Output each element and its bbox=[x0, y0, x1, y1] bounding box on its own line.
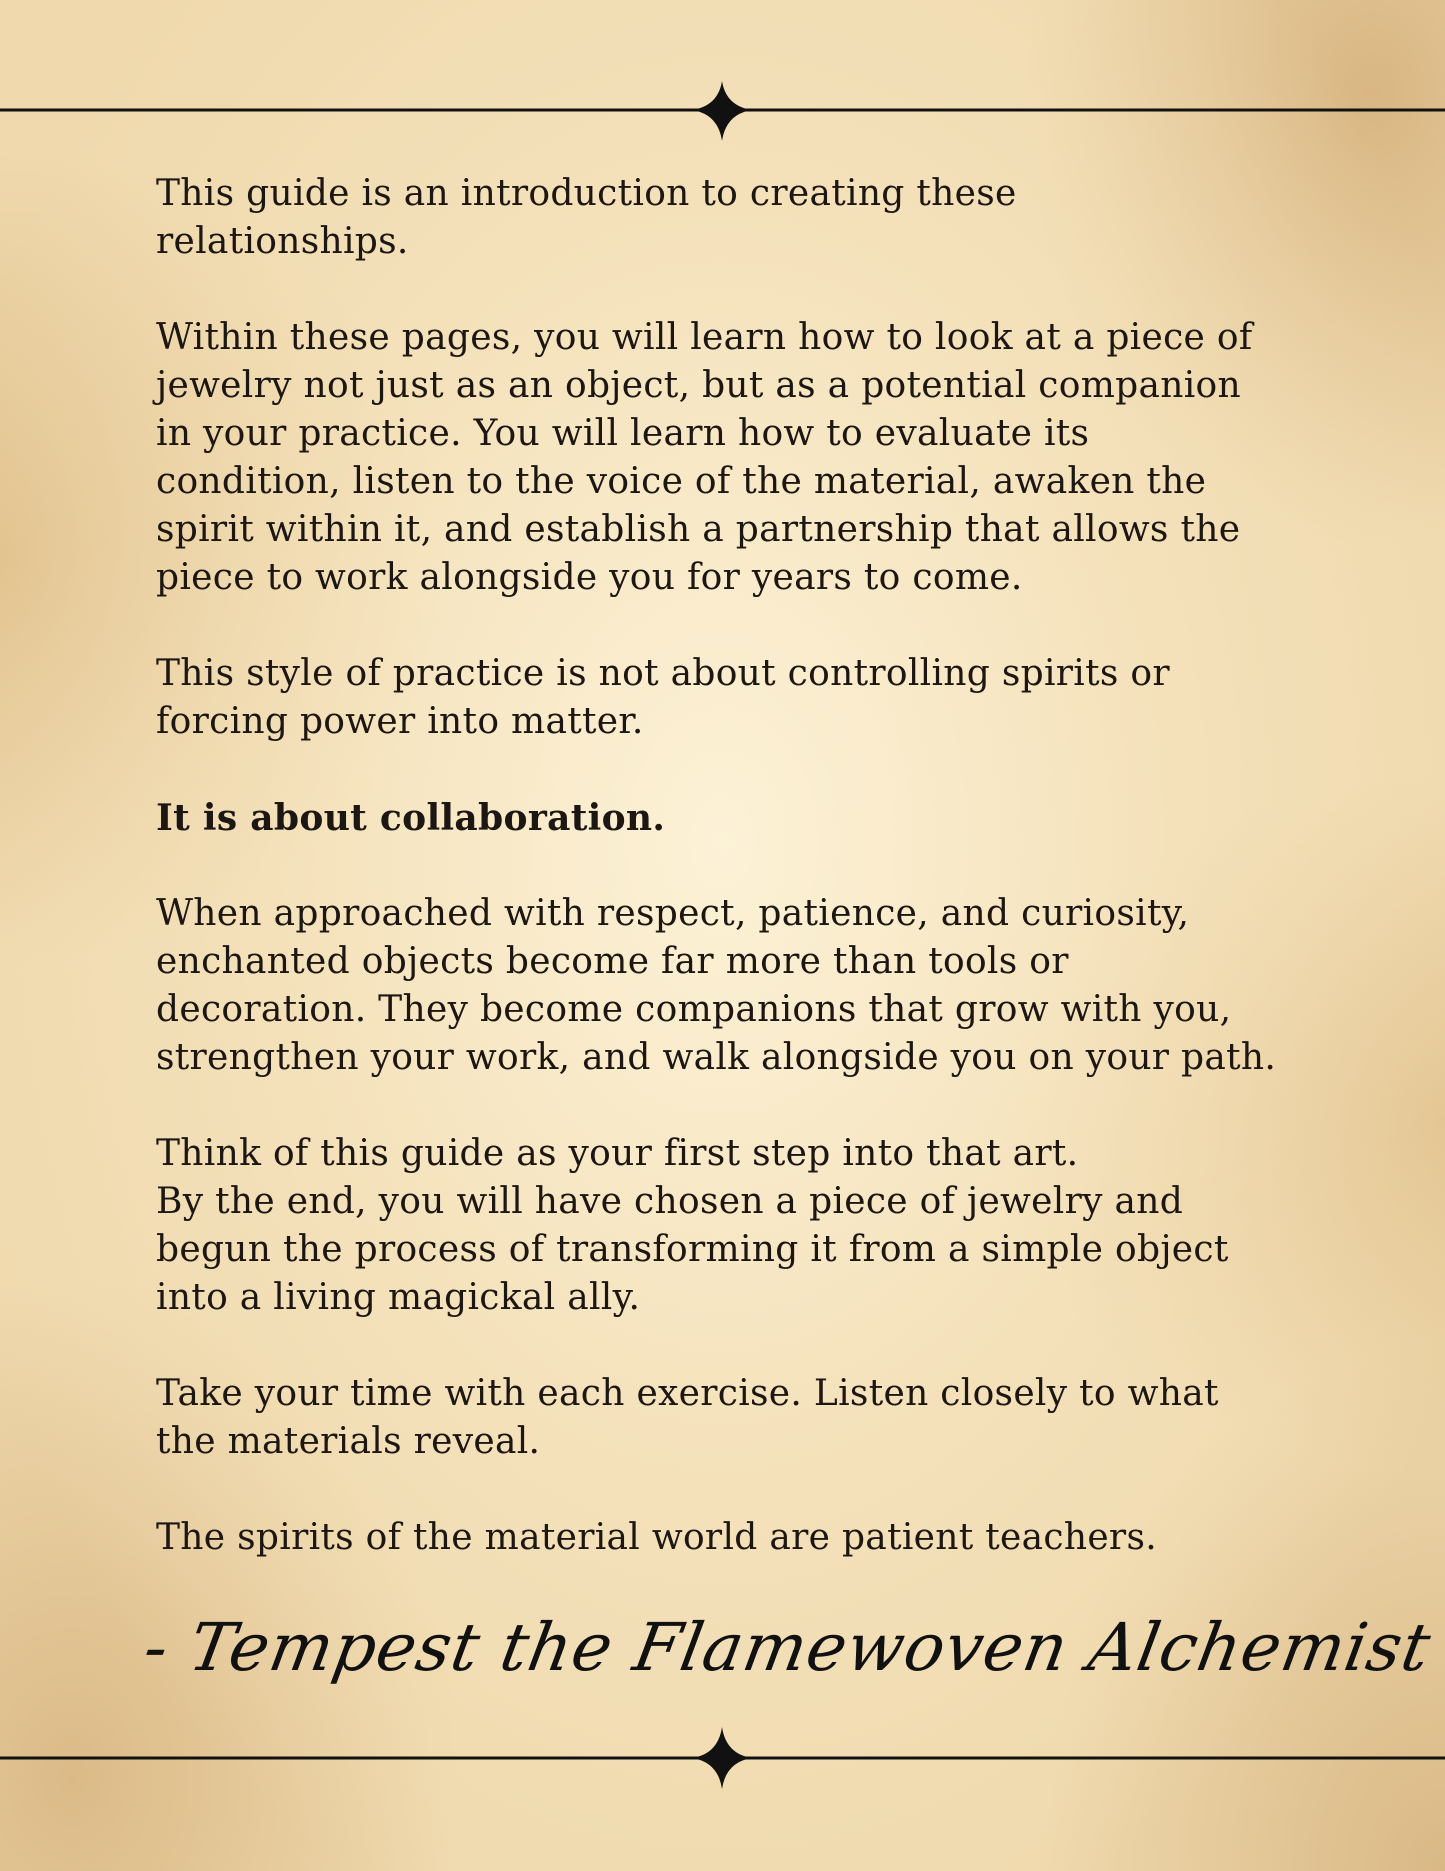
signature: - Tempest the Flamewoven Alchemist bbox=[138, 1609, 1437, 1686]
paragraph-collaboration: It is about collaboration. bbox=[156, 797, 666, 839]
paragraph-respect: When approached with respect, patience, and curiosity, enchanted objects become far more than tools or decoration. They become companions that grow with you, strengthen your work, and walk alongside you on your path. bbox=[156, 893, 1277, 1078]
bottom-divider bbox=[0, 1723, 1445, 1793]
paragraph-intro: This guide is an introduction to creating these relationships. bbox=[156, 173, 1017, 262]
paragraph-style-of-practice: This style of practice is not about controlling spirits or forcing power into matter. bbox=[156, 653, 1170, 742]
paragraph-within-pages: Within these pages, you will learn how to look at a piece of jewelry not just as an object, but as a potential companion in your practice. You will learn how to evaluate its condition, listen to the voice of the material, awaken the spirit within it, and establish a partnership that allows the piece to work alongside you for years to come. bbox=[156, 317, 1253, 598]
paragraph-first-step: Think of this guide as your first step into that art. By the end, you will have chosen a piece of jewelry and begun the process of transforming it from a simple object into a living magickal ally. bbox=[156, 1133, 1229, 1318]
star-ornament-icon bbox=[692, 81, 752, 141]
star-ornament-icon bbox=[692, 1727, 752, 1789]
paragraph-patient-teachers: The spirits of the material world are patient teachers. bbox=[156, 1517, 1157, 1558]
top-divider bbox=[0, 75, 1445, 145]
body-text bbox=[156, 170, 1306, 1562]
paragraph-take-your-time: Take your time with each exercise. Listen closely to what the materials reveal. bbox=[156, 1373, 1219, 1462]
